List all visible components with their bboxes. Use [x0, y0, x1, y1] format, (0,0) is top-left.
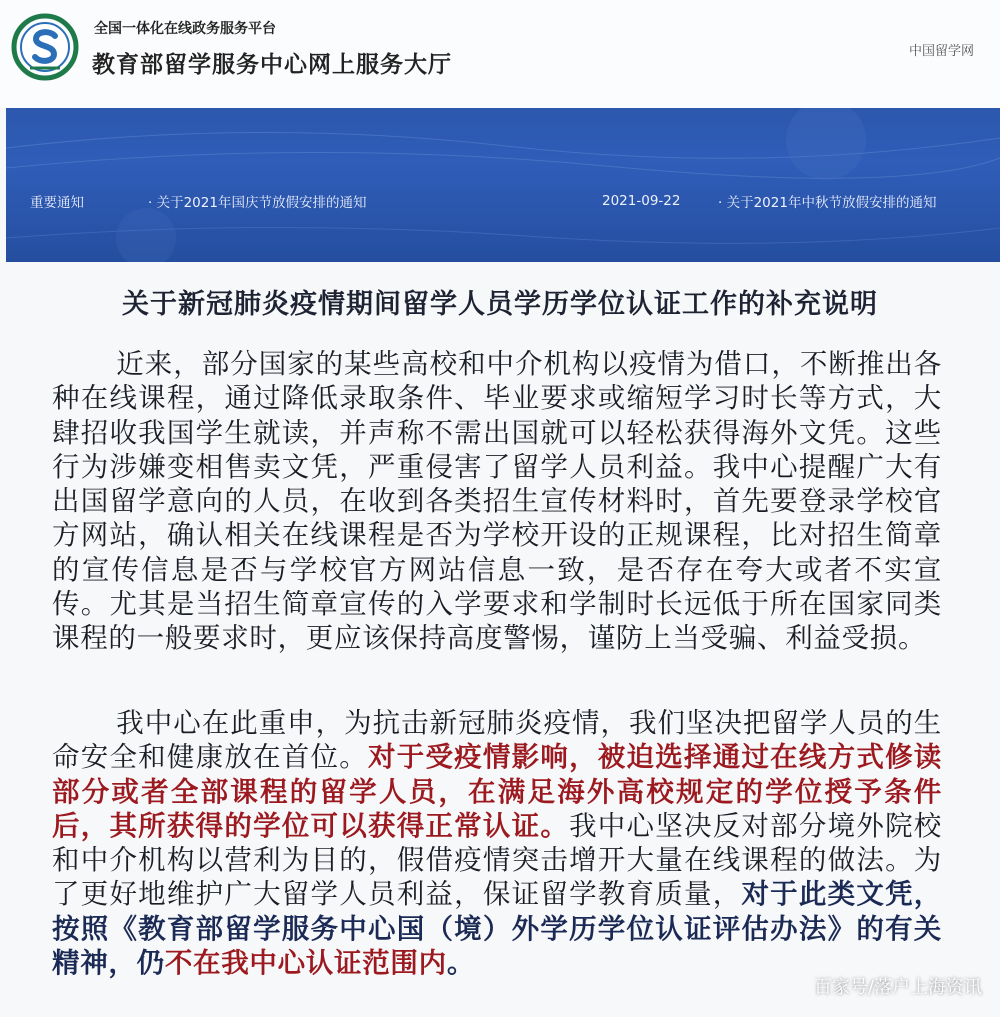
article-paragraph-2: [52, 706, 942, 980]
platform-name: 全国一体化在线政务服务平台: [94, 21, 276, 37]
article-paragraph-1: [52, 347, 942, 656]
paragraph-2-middle: 我中心坚决反对部分境外院校和中介机构以营利为目的，假借疫情突击增开大量在线课程的做法。为了更好地维护广大留学人员利益，保证留学教育质量，: [52, 809, 942, 911]
logo-icon[interactable]: [10, 12, 80, 82]
watermark: 百家号/落户上海资讯: [813, 977, 982, 998]
china-study-abroad-link[interactable]: 中国留学网: [908, 44, 974, 59]
paragraph-2-intro: 我中心在此重申，为抗击新冠肺炎疫情，我们坚决把留学人员的生命安全和健康放在首位。: [52, 707, 942, 774]
notice-bar: [6, 180, 1000, 222]
paragraph-2-end: 。: [446, 947, 476, 980]
notice-date: 2021-09-22: [602, 193, 681, 209]
notice-label: 重要通知: [30, 195, 84, 211]
highlight-not-recognized: 不在我中心认证范围内: [164, 947, 447, 980]
banner: [6, 108, 1000, 262]
paragraph-1-text: 近来，部分国家的某些高校和中介机构以疫情为借口，不断推出各种在线课程，通过降低录取条件、毕业要求或缩短学习时长等方式，大肆招收我国学生就读，并声称不需出国就可以轻松获得海外文凭。这些行为涉嫌变相售卖文凭，严重侵害了留学人员利益。我中心提醒广大有出国留学意向的人员，在收到各类招生宣传材料时，首先要登录学校官方网站，确认相关在线课程是否为学校开设的正规课程，比对招生简章的宣传信息是否与学校官方网站信息一致，是否存在夸大或者不实宣传。尤其是当招生简章宣传的入学要求和学制时长远低于所在国家同类课程的一般要求时，更应该保持高度警惕，谨防上当受骗、利益受损。: [52, 348, 942, 655]
site-header: [0, 0, 1000, 108]
site-title[interactable]: 教育部留学服务中心网上服务大厅: [92, 52, 452, 78]
notice-link-mid-autumn[interactable]: · 关于2021年中秋节放假安排的通知: [718, 195, 937, 211]
article-title: 关于新冠肺炎疫情期间留学人员学历学位认证工作的补充说明: [122, 289, 878, 320]
highlight-regulation-statement: 对于此类文凭，按照《教育部留学服务中心国（境）外学历学位认证评估办法》的有关精神，仍: [52, 878, 942, 980]
notice-link-national-day[interactable]: · 关于2021年国庆节放假安排的通知: [148, 195, 367, 211]
highlight-recognition-statement: 对于受疫情影响，被迫选择通过在线方式修读部分或者全部课程的留学人员，在满足海外高校规定的学位授予条件后，其所获得的学位可以获得正常认证。: [52, 741, 943, 842]
